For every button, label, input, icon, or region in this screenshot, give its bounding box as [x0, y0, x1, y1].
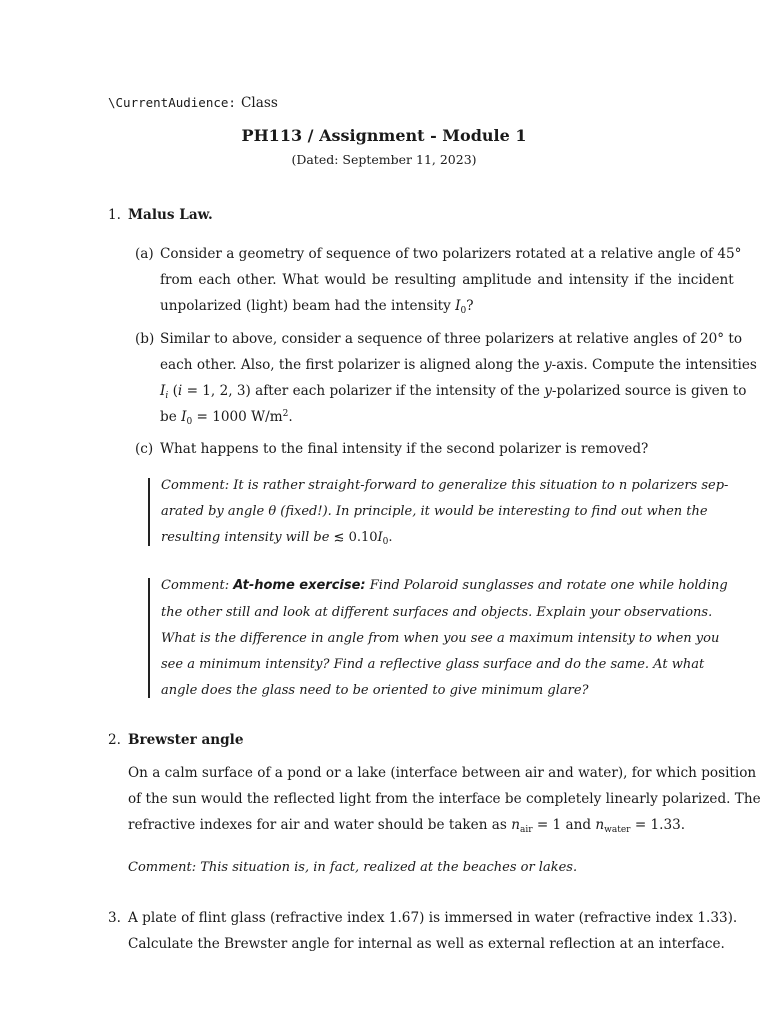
problem-2-number: 2.: [108, 732, 121, 748]
audience-command: \CurrentAudience:: [108, 95, 236, 110]
comment-2-line-4: see a minimum intensity? Find a reflective glass surface and do the same. At what: [161, 657, 705, 672]
part-a-line-1: Consider a geometry of sequence of two polarizers rotated at a relative angle of 45°: [160, 246, 742, 262]
part-c-label: (c): [135, 441, 154, 457]
part-a-line-3: unpolarized (light) beam had the intensity $I_0$?: [160, 298, 474, 316]
problem-2-comment: Comment: This situation is, in fact, realized at the beaches or lakes.: [128, 860, 578, 875]
problem-2-title: Brewster angle: [128, 732, 244, 748]
comment-2-line-2: the other still and look at different surfaces and objects. Explain your observations.: [161, 605, 713, 620]
comment-1-bar: [148, 478, 150, 546]
comment-1-line-2: arated by angle θ (fixed!). In principle, it would be interesting to find out when the: [161, 504, 708, 519]
comment-1-line-3: resulting intensity will be ≲ $0.10I_0$.: [161, 530, 393, 547]
part-c-line-1: What happens to the final intensity if the second polarizer is removed?: [160, 441, 649, 457]
comment-2-line-1-text: Find Polaroid sunglasses and rotate one while holding: [369, 578, 728, 593]
problem-2-line-1: On a calm surface of a pond or a lake (interface between air and water), for which position: [128, 765, 757, 781]
comment-2-emph: At-home exercise:: [233, 578, 366, 593]
comment-2-bar: [148, 578, 150, 698]
problem-2-line-3: refractive indexes for air and water should be taken as $n_{air} = 1$ and $n_{water} = 1.33$.: [128, 817, 686, 835]
comment-2-prefix: Comment:: [161, 578, 230, 593]
part-b-line-4: be $I_0 = 1000$ $W/m^2$.: [160, 409, 293, 427]
problem-2-line-2: of the sun would the reflected light from the interface be completely linearly polarized. The: [128, 791, 761, 807]
part-b-line-1: Similar to above, consider a sequence of three polarizers at relative angles of 20° to: [160, 331, 743, 347]
comment-2-line-3: What is the difference in angle from when you see a maximum intensity to when you: [161, 631, 720, 646]
audience-header: [108, 92, 278, 111]
problem-1-number: 1.: [108, 207, 121, 223]
comment-1-line-1: Comment: It is rather straight-forward to generalize this situation to n polarizers sep-: [161, 478, 729, 493]
problem-3-line-1: A plate of flint glass (refractive index 1.67) is immersed in water (refractive index 1.33).: [128, 910, 738, 926]
part-a-label: (a): [135, 246, 154, 262]
dated-line: (Dated: September 11, 2023): [291, 152, 477, 167]
part-b-line-3: $I_i$ (i = 1, 2, 3) after each polarizer if the intensity of the y-polarized source is given to: [160, 383, 747, 401]
part-b-label: (b): [135, 331, 155, 347]
comment-2-line-5: angle does the glass need to be oriented to give minimum glare?: [161, 683, 589, 698]
audience-value: Class: [241, 95, 278, 111]
part-b-line-2: each other. Also, the first polarizer is aligned along the y-axis. Compute the intensities: [160, 357, 757, 373]
page-title: PH113 / Assignment - Module 1: [241, 126, 527, 145]
comment-2-line-1: [161, 578, 728, 593]
part-a-line-2: from each other. What would be resulting amplitude and intensity if the incident: [160, 272, 734, 288]
problem-1-title: Malus Law.: [128, 207, 213, 223]
problem-3-number: 3.: [108, 910, 121, 926]
problem-3-line-2: Calculate the Brewster angle for internal as well as external reflection at an interface.: [128, 936, 725, 952]
